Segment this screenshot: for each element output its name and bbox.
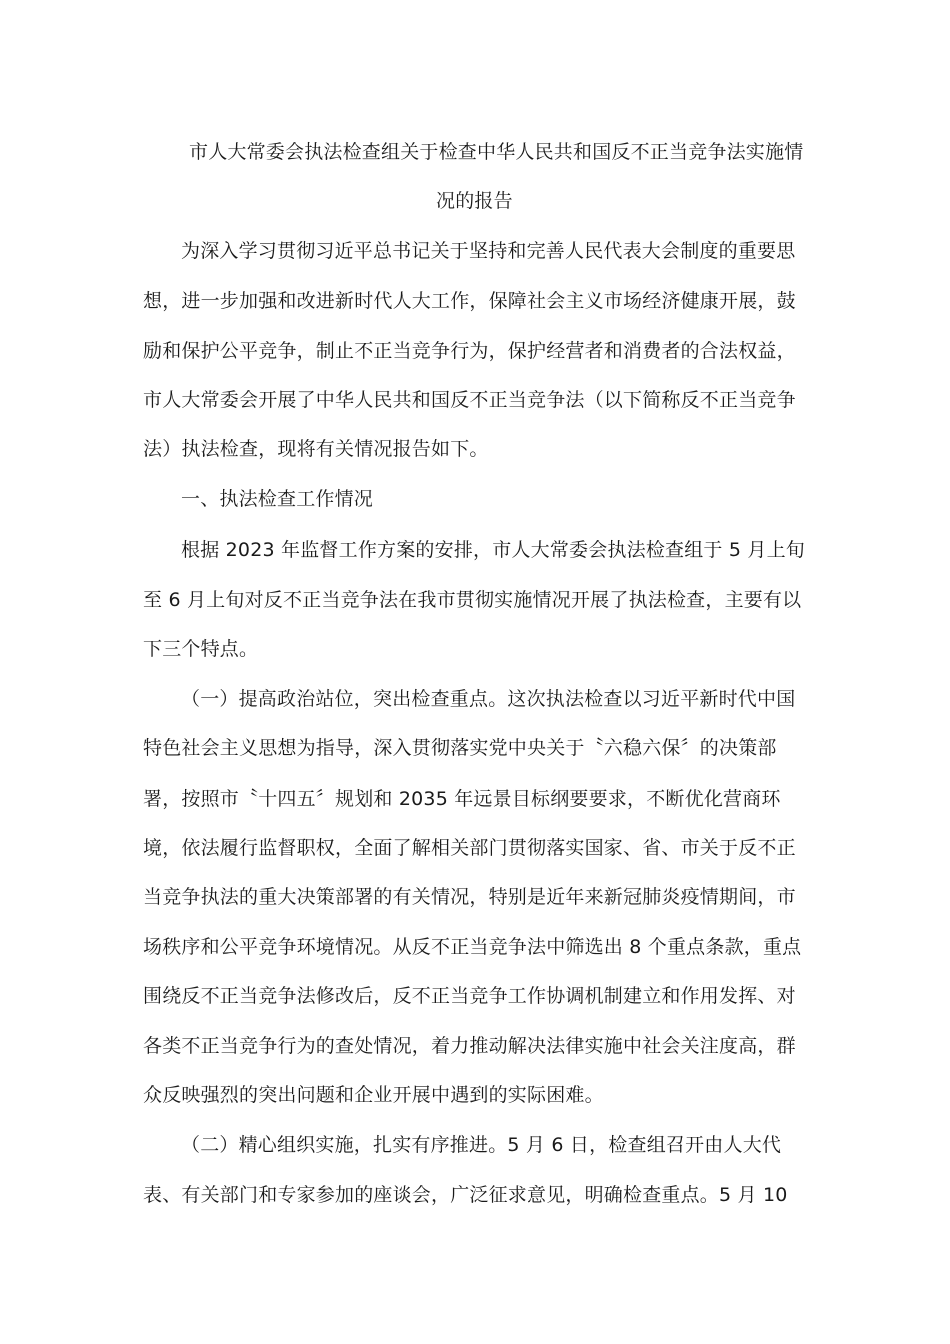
text-line: 根据 2023 年监督工作方案的安排，市人大常委会执法检查组于 5 月上旬: [181, 539, 806, 561]
text-line: 想，进一步加强和改进新时代人大工作，保障社会主义市场经济健康开展，鼓: [143, 290, 796, 312]
text-line: 市人大常委会开展了中华人民共和国反不正当竞争法（以下简称反不正当竞争: [143, 389, 796, 411]
text-line: 特色社会主义思想为指导，深入贯彻落实党中央关于〝六稳六保〞的决策部: [143, 737, 777, 759]
text-line: 表、有关部门和专家参加的座谈会，广泛征求意见，明确检查重点。5 月 10: [143, 1184, 788, 1206]
text-line: 励和保护公平竞争，制止不正当竞争行为，保护经营者和消费者的合法权益，: [143, 340, 796, 362]
section-heading: 一、执法检查工作情况: [181, 488, 374, 510]
text-line: 境，依法履行监督职权，全面了解相关部门贯彻落实国家、省、市关于反不正: [143, 837, 796, 859]
text-line: 众反映强烈的突出问题和企业开展中遇到的实际困难。: [143, 1084, 604, 1106]
text-line: 各类不正当竞争行为的查处情况，着力推动解决法律实施中社会关注度高，群: [143, 1035, 796, 1057]
text-line: （二）精心组织实施，扎实有序推进。5 月 6 日，检查组召开由人大代: [181, 1134, 782, 1156]
title-line-2: 况的报告: [436, 190, 513, 212]
text-line: （一）提高政治站位，突出检查重点。这次执法检查以习近平新时代中国: [181, 688, 796, 710]
text-line: 至 6 月上旬对反不正当竞争法在我市贯彻实施情况开展了执法检查，主要有以: [143, 589, 802, 611]
text-line: 署，按照市〝十四五〞规划和 2035 年远景目标纲要要求，不断优化营商环: [143, 788, 781, 810]
text-line: 当竞争执法的重大决策部署的有关情况，特别是近年来新冠肺炎疫情期间，市: [143, 886, 796, 908]
text-line: 围绕反不正当竞争法修改后，反不正当竞争工作协调机制建立和作用发挥、对: [143, 985, 796, 1007]
text-line: 场秩序和公平竞争环境情况。从反不正当竞争法中筛选出 8 个重点条款，重点: [143, 936, 802, 958]
text-line: 法）执法检查，现将有关情况报告如下。: [143, 438, 489, 460]
text-line: 为深入学习贯彻习近平总书记关于坚持和完善人民代表大会制度的重要思: [181, 240, 796, 262]
title-line-1: 市人大常委会执法检查组关于检查中华人民共和国反不正当竞争法实施情: [189, 141, 804, 163]
text-line: 下三个特点。: [143, 638, 259, 660]
